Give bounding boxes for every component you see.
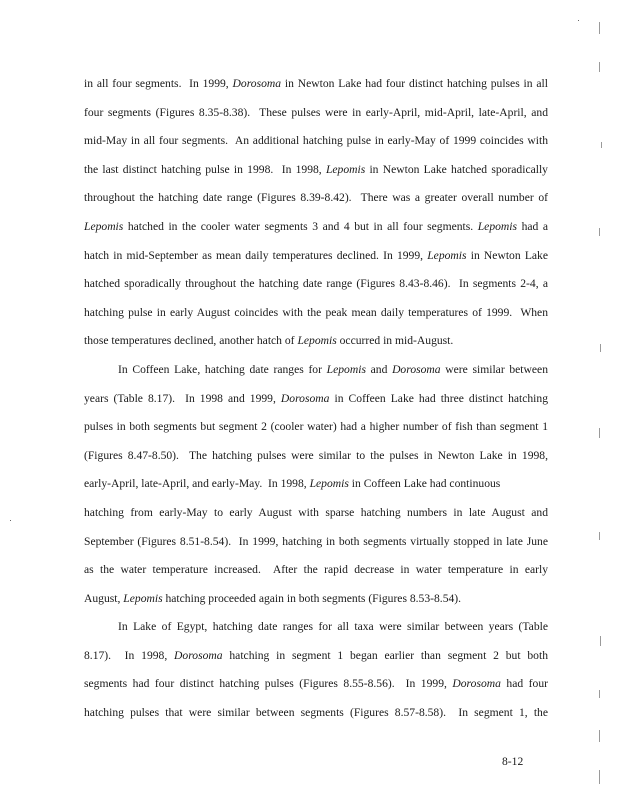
scan-artifact bbox=[578, 20, 579, 21]
text-segment: In Coffeen Lake, hatching date ranges for bbox=[118, 362, 327, 376]
text-segment: hatching from early-May to early August with sparse hatching numbers in late August and bbox=[84, 505, 548, 519]
taxon-name: Lepomis bbox=[297, 334, 337, 348]
text-line bbox=[84, 156, 548, 185]
text-segment: were similar between bbox=[440, 362, 548, 376]
taxon-name: Lepomis bbox=[123, 591, 163, 605]
text-segment: throughout the hatching date range (Figures 8.39-8.42). There was a greater overall number of bbox=[84, 191, 548, 205]
text-segment: four segments (Figures 8.35-8.38). These pulses were in early-April, mid-April, late-April, and bbox=[84, 105, 548, 119]
scan-artifact bbox=[599, 690, 600, 698]
taxon-name: Lepomis bbox=[84, 219, 124, 233]
text-segment: hatching pulse in early August coincides with the peak mean daily temperatures of 1999. When bbox=[84, 305, 548, 319]
text-segment: early-April, late-April, and early-May. In 1998, bbox=[84, 477, 310, 491]
taxon-name: Dorosoma bbox=[280, 391, 330, 405]
text-line bbox=[84, 585, 548, 614]
scan-artifact bbox=[601, 142, 602, 148]
text-segment: September (Figures 8.51-8.54). In 1999, hatching in both segments virtually stopped in late June bbox=[84, 534, 548, 548]
text-segment: in Coffeen Lake had three distinct hatching bbox=[329, 391, 548, 405]
taxon-name: Lepomis bbox=[477, 219, 518, 233]
text-line bbox=[84, 528, 548, 557]
text-segment: hatching proceeded again in both segments (Figures 8.53-8.54). bbox=[162, 591, 462, 605]
taxon-name: Lepomis bbox=[309, 477, 349, 491]
text-segment: occurred in mid-August. bbox=[336, 334, 454, 348]
body-text bbox=[84, 70, 548, 728]
scan-artifact bbox=[600, 636, 601, 646]
text-segment: in Newton Lake hatched sporadically bbox=[365, 162, 548, 176]
text-segment: mid-May in all four segments. An additional hatching pulse in early-May of 1999 coincides with bbox=[84, 134, 548, 148]
text-segment: the last distinct hatching pulse in 1998. In 1998, bbox=[84, 162, 326, 176]
scan-artifact bbox=[599, 62, 600, 72]
text-line bbox=[84, 413, 548, 442]
text-segment: (Figures 8.47-8.50). The hatching pulses were similar to the pulses in Newton Lake in 1998, bbox=[84, 448, 548, 462]
taxon-name: Dorosoma bbox=[174, 648, 223, 662]
text-line bbox=[84, 99, 548, 128]
text-line bbox=[84, 127, 548, 156]
text-line bbox=[84, 299, 548, 328]
text-line bbox=[84, 499, 548, 528]
scan-artifact bbox=[599, 428, 600, 438]
page-number: 8-12 bbox=[502, 755, 524, 768]
text-segment: had a bbox=[517, 219, 548, 233]
text-segment: segments had four distinct hatching pulses (Figures 8.55-8.56). In 1999, bbox=[84, 677, 453, 691]
text-segment: in all four segments. In 1999, bbox=[84, 77, 233, 90]
text-segment: as the water temperature increased. After the rapid decrease in water temperature in early bbox=[84, 563, 548, 577]
text-segment: hatch in mid-September as mean daily temperatures declined. In 1999, bbox=[84, 248, 428, 262]
text-segment: had four bbox=[500, 677, 548, 691]
scan-artifact bbox=[599, 730, 600, 742]
taxon-name: Dorosoma bbox=[392, 362, 441, 376]
text-segment: In Lake of Egypt, hatching date ranges for all taxa were similar between years (Table bbox=[118, 620, 548, 634]
taxon-name: Dorosoma bbox=[452, 677, 501, 691]
scan-artifact bbox=[599, 22, 600, 34]
text-line bbox=[84, 184, 548, 213]
text-segment: August, bbox=[84, 591, 124, 605]
text-line bbox=[84, 327, 548, 356]
text-segment: hatched sporadically throughout the hatching date range (Figures 8.43-8.46). In segments 2-4, a bbox=[84, 277, 548, 291]
scan-artifact bbox=[599, 228, 600, 236]
text-segment: hatched in the cooler water segments 3 and 4 but in all four segments. bbox=[123, 219, 478, 233]
text-line bbox=[84, 613, 548, 642]
text-segment: 8.17). In 1998, bbox=[84, 648, 175, 662]
text-line bbox=[84, 70, 548, 99]
taxon-name: Lepomis bbox=[427, 248, 467, 262]
text-line bbox=[84, 385, 548, 414]
text-segment: in Newton Lake bbox=[466, 248, 548, 262]
taxon-name: Lepomis bbox=[326, 362, 366, 376]
text-line bbox=[84, 556, 548, 585]
text-segment: hatching pulses that were similar between segments (Figures 8.57-8.58). In segment 1, the bbox=[84, 706, 548, 720]
text-line bbox=[84, 270, 548, 299]
text-segment: in Newton Lake had four distinct hatching pulses in all bbox=[281, 77, 548, 90]
scan-artifact bbox=[599, 770, 600, 784]
taxon-name: Lepomis bbox=[325, 162, 366, 176]
taxon-name: Dorosoma bbox=[232, 77, 282, 90]
text-line bbox=[84, 699, 548, 728]
text-line bbox=[84, 356, 548, 385]
scan-artifact bbox=[599, 532, 600, 540]
text-segment: in Coffeen Lake had continuous bbox=[348, 477, 501, 491]
scan-artifact bbox=[10, 520, 11, 521]
text-line bbox=[84, 242, 548, 271]
text-segment: hatching in segment 1 began earlier than segment 2 but both bbox=[222, 648, 548, 662]
text-line bbox=[84, 642, 548, 671]
text-line bbox=[84, 470, 548, 499]
text-segment: those temperatures declined, another hatch of bbox=[84, 334, 298, 348]
text-line bbox=[84, 442, 548, 471]
text-segment: pulses in both segments but segment 2 (cooler water) had a higher number of fish than segment 1 bbox=[84, 420, 548, 434]
text-line bbox=[84, 670, 548, 699]
text-line bbox=[84, 213, 548, 242]
text-segment: and bbox=[365, 362, 393, 376]
scan-artifact bbox=[600, 344, 601, 352]
text-segment: years (Table 8.17). In 1998 and 1999, bbox=[84, 391, 281, 405]
